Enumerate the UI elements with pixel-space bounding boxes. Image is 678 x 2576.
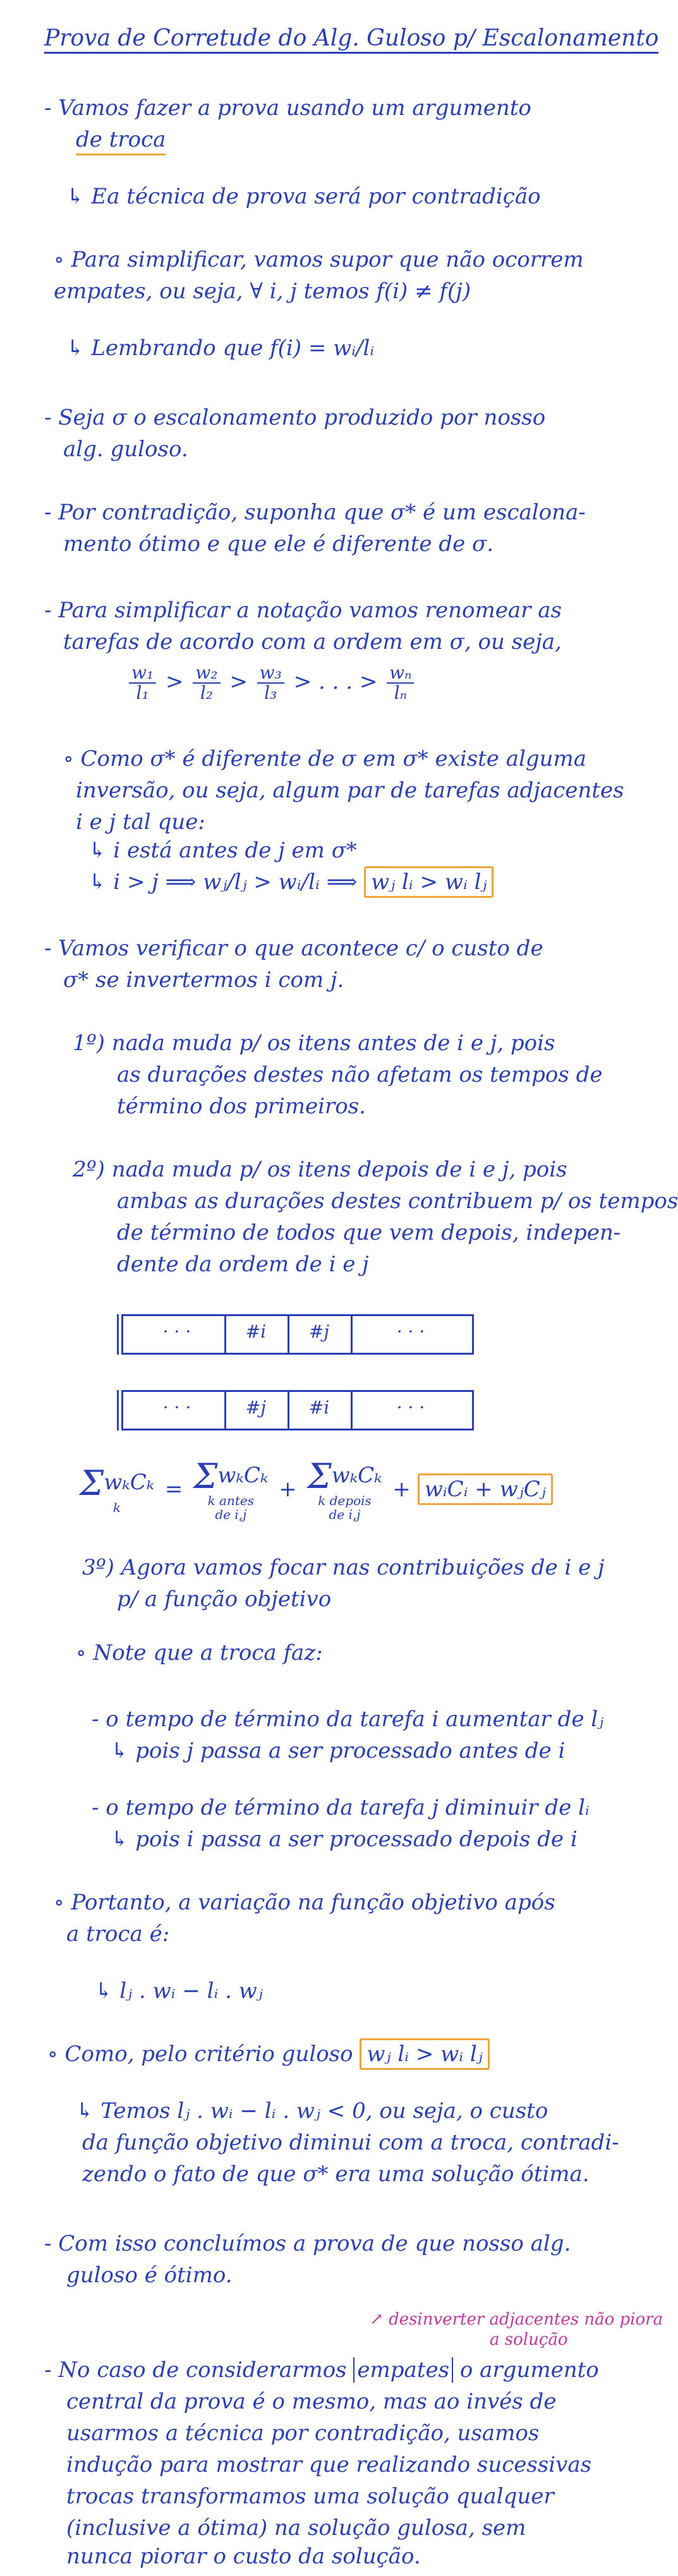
ratio-chain: $\frac{\text{w₁}}{\text{l₁}}$ > $\frac{\text{w₂}}{\text{l₂}}$ > $\frac{\text{w₃}}{\text{l₃}}$ > . . . > $\frac{\text{wₙ}}{\text{lₙ}}$ — [126, 663, 416, 703]
criterio-line-3: da função objetivo diminui com a troca, contradi- — [82, 2130, 619, 2155]
empates-line-2: central da prova é o mesmo, mas ao invés de — [66, 2389, 557, 2414]
seq-cell-j: #j — [308, 1321, 330, 1342]
conclusao-line-2: guloso é ótimo. — [66, 2263, 233, 2288]
troca-faz-line-2: ↳ pois j passa a ser processado antes de i — [111, 1738, 566, 1763]
variacao-line-1: ∘ Portanto, a variação na função objetivo após — [54, 1890, 555, 1915]
criterio-line-1: ∘ Como, pelo critério guloso wⱼ lᵢ > wᵢ lⱼ — [47, 2041, 490, 2067]
margin-note-line-2: a solução — [490, 2330, 568, 2349]
custo-line-1: - Vamos verificar o que acontece c/ o custo de — [44, 936, 543, 961]
sequence-original — [123, 1314, 474, 1355]
simplificar-line-1: ∘ Para simplificar, vamos supor que não ocorrem — [54, 247, 584, 272]
primeiro-line-2: as durações destes não afetam os tempos de — [117, 1062, 603, 1087]
primeiro-line-3: término dos primeiros. — [117, 1094, 366, 1119]
margin-note-line-1: ↗ desinverter adjacentes não piora — [370, 2310, 663, 2329]
troca-line-1 — [44, 95, 531, 121]
hook-arrow-icon: ↳ — [66, 184, 92, 209]
terceiro-line-2: p/ a função objetivo — [117, 1587, 332, 1612]
sequence-swapped — [123, 1390, 474, 1430]
criterio-line-4: zendo o fato de que σ* era uma solução ótima. — [82, 2162, 590, 2187]
empates-line-6: (inclusive a ótima) na solução gulosa, sem — [66, 2515, 526, 2541]
conclusao-line-1: - Com isso concluímos a prova de que nosso alg. — [44, 2231, 571, 2256]
inversao-line-2: inversão, ou seja, algum par de tarefas adjacentes — [76, 778, 624, 803]
lembrando-line: ↳ Lembrando que f(i) = wᵢ/lᵢ — [66, 336, 375, 361]
ratio-n: $\frac{\text{wₙ}}{\text{lₙ}}$ — [387, 663, 414, 703]
sum-equation: ΣwₖCₖ k = ΣwₖCₖ k antes de i,j + ΣwₖCₖ k depois de i,j + wᵢCᵢ + wⱼCⱼ — [76, 1460, 553, 1521]
inversao-line-3: i e j tal que: — [76, 809, 205, 835]
troca-faz-line-3: - o tempo de término da tarefa j diminuir de lᵢ — [92, 1795, 590, 1820]
sum-before: ΣwₖCₖ k antes de i,j — [193, 1456, 269, 1522]
troca-faz-line-1: - o tempo de término da tarefa i aumentar de lⱼ — [92, 1707, 604, 1732]
notacao-line-2: tarefas de acordo com a ordem em σ, ou seja, — [63, 629, 562, 655]
seq-cell-after: · · · — [396, 1321, 425, 1342]
ratio-1: $\frac{\text{w₁}}{\text{l₁}}$ — [129, 663, 156, 703]
ratio-2: $\frac{\text{w₂}}{\text{l₂}}$ — [193, 663, 220, 703]
notacao-line-1: - Para simplificar a notação vamos renomear as — [44, 598, 562, 623]
sigma-line-1: - Seja σ o escalonamento produzido por nosso — [44, 405, 546, 430]
sum-box: wᵢCᵢ + wⱼCⱼ — [418, 1473, 553, 1505]
hook-arrow-icon: ↳ — [66, 336, 92, 361]
inversao-line-4: ↳ i está antes de j em σ* — [88, 838, 357, 863]
custo-line-2: σ* se invertermos i com j. — [63, 967, 344, 993]
primeiro-line-1: 1º) nada muda p/ os itens antes de i e j, pois — [73, 1031, 555, 1056]
segundo-line-1: 2º) nada muda p/ os itens depois de i e j, pois — [73, 1157, 567, 1182]
seq-cell-j: #j — [245, 1397, 267, 1418]
troca-highlight: de troca — [76, 127, 166, 155]
simplificar-line-2: empates, ou seja, ∀ i, j temos f(i) ≠ f(j) — [54, 279, 471, 304]
terceiro-line-1: 3º) Agora vamos focar nas contribuições de i e j — [82, 1555, 605, 1580]
sigma-line-2: alg. guloso. — [63, 437, 188, 462]
empates-line-5: trocas transformamos uma solução qualquer — [66, 2484, 554, 2509]
contradicao-line-1: - Por contradição, suponha que σ* é um escalona- — [44, 500, 586, 525]
segundo-line-4: dente da ordem de i e j — [117, 1252, 369, 1277]
inversao-box: wⱼ lᵢ > wᵢ lⱼ — [364, 866, 493, 898]
segundo-line-3: de término de todos que vem depois, indepen- — [117, 1220, 621, 1245]
troca-tecnica: ↳ Ea técnica de prova será por contradição — [66, 184, 541, 209]
ratio-3: $\frac{\text{w₃}}{\text{l₃}}$ — [257, 663, 284, 703]
troca-text: - Vamos fazer a prova usando um argumento — [44, 95, 531, 121]
troca-line-2 — [76, 126, 166, 153]
inversao-line-1: ∘ Como σ* é diferente de σ em σ* existe alguma — [63, 746, 587, 771]
troca-faz-title: ∘ Note que a troca faz: — [76, 1640, 323, 1666]
seq-cell-before: · · · — [162, 1321, 191, 1342]
variacao-line-3: ↳ lⱼ . wᵢ − lᵢ . wⱼ — [95, 1978, 263, 2004]
contradicao-line-2: mento ótimo e que ele é diferente de σ. — [63, 531, 494, 557]
seq-cell-i: #i — [308, 1397, 330, 1418]
sum-after: ΣwₖCₖ k depois de i,j — [307, 1456, 382, 1522]
troca-faz-line-4: ↳ pois i passa a ser processado depois de i — [111, 1827, 578, 1852]
empates-line-1: - No caso de considerarmos empates o argumento — [44, 2357, 599, 2383]
variacao-line-2: a troca é: — [66, 1921, 170, 1947]
criterio-box: wⱼ lᵢ > wᵢ lⱼ — [360, 2038, 489, 2070]
segundo-line-2: ambas as durações destes contribuem p/ os tempos — [117, 1188, 678, 1214]
empates-line-4: indução para mostrar que realizando sucessivas — [66, 2452, 592, 2477]
seq-cell-i: #i — [245, 1321, 267, 1342]
arrow-icon: ↗ — [370, 2310, 389, 2329]
inversao-line-5: ↳ i > j ⟹ wⱼ/lⱼ > wᵢ/lᵢ ⟹ wⱼ lᵢ > wᵢ lⱼ — [88, 869, 493, 895]
seq-cell-before: · · · — [162, 1397, 191, 1418]
empates-bracket: empates — [353, 2357, 453, 2383]
empates-line-7: nunca piorar o custo da solução. — [66, 2544, 421, 2569]
empates-line-3: usarmos a técnica por contradição, usamos — [66, 2421, 540, 2446]
page-title: Prova de Corretude do Alg. Guloso p/ Escalonamento — [44, 25, 658, 54]
sum-lhs: ΣwₖCₖ k — [80, 1463, 155, 1515]
seq-cell-after: · · · — [396, 1397, 425, 1418]
criterio-line-2: ↳ Temos lⱼ . wᵢ − lᵢ . wⱼ < 0, ou seja, o custo — [76, 2098, 548, 2124]
